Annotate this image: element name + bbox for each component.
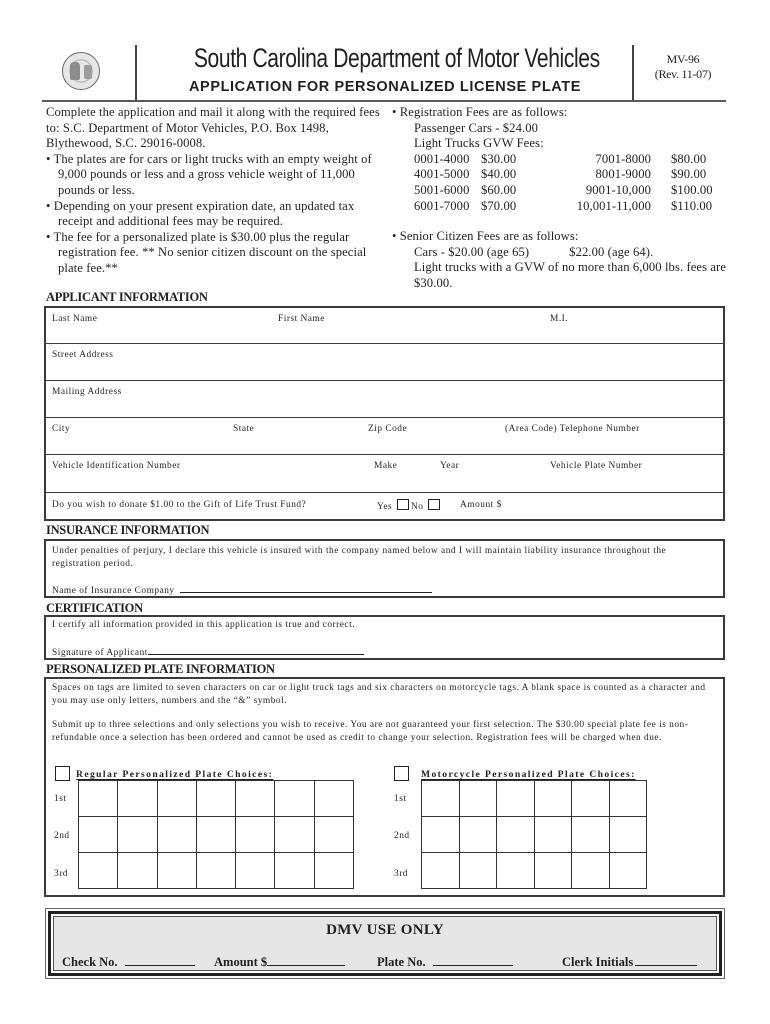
- insurance-box: [44, 539, 725, 598]
- choice-label: 1st: [394, 794, 407, 804]
- insurance-company-field[interactable]: [180, 582, 432, 593]
- plate-character-cell[interactable]: [609, 853, 647, 889]
- donation-amount-label: Amount $: [460, 500, 502, 510]
- yes-label: Yes: [377, 502, 393, 512]
- plate-character-cell[interactable]: [497, 853, 535, 889]
- dmv-amount-field[interactable]: [267, 955, 345, 966]
- first-name-label: First Name: [278, 314, 325, 324]
- dmv-use-title: DMV USE ONLY: [326, 922, 444, 938]
- gvw-fee: $30.00: [481, 151, 517, 166]
- plate-character-cell[interactable]: [534, 781, 572, 817]
- certification-box: [44, 615, 725, 660]
- plate-character-cell[interactable]: [572, 781, 610, 817]
- plate-character-cell[interactable]: [118, 781, 157, 817]
- plate-character-cell[interactable]: [275, 817, 314, 853]
- plate-character-cell[interactable]: [275, 781, 314, 817]
- plate-character-cell[interactable]: [157, 853, 196, 889]
- motorcycle-plate-title: Motorcycle Personalized Plate Choices:: [421, 769, 636, 780]
- senior-fee-64: $22.00 (age 64).: [569, 244, 654, 259]
- plate-character-cell[interactable]: [79, 781, 118, 817]
- vehicle-info-row[interactable]: [46, 454, 723, 492]
- plate-choice-row: [422, 781, 647, 817]
- choice-label: 3rd: [54, 869, 68, 879]
- clerk-initials-row: [562, 955, 697, 970]
- agency-title: South Carolina Department of Motor Vehicles: [193, 43, 600, 73]
- gvw-fee: $40.00: [481, 167, 517, 182]
- clerk-initials-field[interactable]: [635, 955, 697, 966]
- plate-character-cell[interactable]: [196, 781, 235, 817]
- choice-label: 3rd: [394, 869, 408, 879]
- light-truck-heading: Light Trucks GVW Fees:: [414, 136, 544, 151]
- plate-choice-row: [79, 817, 354, 853]
- fee-row: [392, 199, 732, 215]
- dmv-amount-label: Amount $: [214, 955, 268, 969]
- registration-fees-heading: • Registration Fees are as follows:: [392, 105, 568, 119]
- signature-label: Signature of Applicant: [52, 648, 148, 658]
- gvw-range: 0001-4000: [414, 151, 470, 166]
- signature-row: [52, 644, 364, 658]
- plate-character-cell[interactable]: [572, 817, 610, 853]
- plate-character-cell[interactable]: [118, 817, 157, 853]
- plate-no-field[interactable]: [433, 955, 513, 966]
- choice-label: 1st: [54, 794, 67, 804]
- plate-character-cell[interactable]: [534, 817, 572, 853]
- plate-character-cell[interactable]: [314, 781, 353, 817]
- make-label: Make: [374, 461, 398, 471]
- donate-question: Do you wish to donate $1.00 to the Gift of Life Trust Fund?: [52, 500, 307, 510]
- mail-instructions: Complete the application and mail it along with the required fees to: S.C. Department of Motor Vehicles, P.O. Box 1498, Blythewood, S.C. 29016-0008.: [46, 105, 380, 151]
- plate-character-cell[interactable]: [157, 817, 196, 853]
- plate-character-cell[interactable]: [497, 817, 535, 853]
- check-no-label: Check No.: [62, 955, 118, 969]
- no-label: No: [410, 502, 424, 512]
- applicant-info-box: [44, 306, 725, 521]
- plate-character-cell[interactable]: [459, 853, 497, 889]
- instruction-bullet: • Depending on your present expiration date, an updated tax receipt and additional fees may be required.: [46, 198, 355, 229]
- plate-character-cell[interactable]: [609, 817, 647, 853]
- mailing-address-field[interactable]: [46, 380, 723, 418]
- plate-choice-row: [79, 781, 354, 817]
- fee-row: [392, 167, 732, 183]
- motorcycle-plate-grid: [421, 780, 647, 889]
- insurance-section-title: INSURANCE INFORMATION: [46, 523, 210, 537]
- gvw-fee: $90.00: [671, 167, 707, 182]
- name-field[interactable]: [46, 324, 722, 342]
- plate-character-cell[interactable]: [314, 853, 353, 889]
- header-divider: [632, 45, 634, 100]
- form-title: APPLICATION FOR PERSONALIZED LICENSE PLATE: [188, 79, 581, 95]
- mailing-address-label: Mailing Address: [52, 387, 122, 397]
- zip-label: Zip Code: [368, 424, 408, 434]
- certification-section-title: CERTIFICATION: [46, 601, 143, 615]
- plate-character-cell[interactable]: [422, 781, 460, 817]
- plate-character-cell[interactable]: [79, 817, 118, 853]
- plate-no-label: Plate No.: [377, 955, 426, 969]
- street-address-field[interactable]: [46, 343, 723, 381]
- plate-character-cell[interactable]: [497, 781, 535, 817]
- yes-checkbox[interactable]: [397, 499, 409, 510]
- insurance-company-row: [52, 582, 432, 596]
- gvw-fee: $80.00: [671, 151, 707, 166]
- check-no-row: [62, 955, 195, 970]
- plate-choice-row: [422, 817, 647, 853]
- plate-info-box: [44, 677, 725, 897]
- plate-character-cell[interactable]: [79, 853, 118, 889]
- header-divider: [135, 45, 137, 100]
- sc-state-seal-icon: [62, 52, 100, 90]
- regular-plate-checkbox[interactable]: [55, 766, 70, 781]
- instruction-bullet: • The fee for a personalized plate is $30.00 plus the regular registration fee. ** No senior citizen discount on the special plate fee.**: [46, 229, 367, 275]
- plate-character-cell[interactable]: [459, 817, 497, 853]
- plate-character-cell[interactable]: [609, 781, 647, 817]
- clerk-initials-label: Clerk Initials: [562, 955, 634, 969]
- plate-submission-text: Submit up to three selections and only selections you wish to receive. You are not guaranteed your first selection. The $30.00 special plate fee is non-refundable once a selection has been ordered and cannot be used as credit to change your selection. Registration fees will be charged when due.: [52, 720, 689, 743]
- senior-fee-65: Cars - $20.00 (age 65): [414, 244, 530, 259]
- gvw-range: 7001-8000: [595, 151, 651, 166]
- plate-no-row: [377, 955, 513, 970]
- plate-rules-text: Spaces on tags are limited to seven characters on car or light truck tags and six characters on motorcycle tags. A blank space is counted as a character and you may use only letters, numbers and the “&” symbol.: [52, 683, 706, 706]
- plate-character-cell[interactable]: [196, 817, 235, 853]
- gvw-range: 10,001-11,000: [576, 198, 651, 213]
- gvw-range: 9001-10,000: [585, 182, 651, 197]
- regular-plate-grid: [78, 780, 354, 889]
- plate-character-cell[interactable]: [534, 853, 572, 889]
- plate-character-cell[interactable]: [572, 853, 610, 889]
- form-number: MV-96: [666, 52, 700, 66]
- regular-plate-title: Regular Personalized Plate Choices:: [76, 769, 274, 780]
- plate-character-cell[interactable]: [275, 853, 314, 889]
- plate-character-cell[interactable]: [118, 853, 157, 889]
- plate-character-cell[interactable]: [422, 817, 460, 853]
- no-checkbox[interactable]: [428, 499, 440, 510]
- choice-label: 2nd: [394, 831, 410, 841]
- fee-row: [392, 183, 732, 199]
- check-no-field[interactable]: [125, 955, 195, 966]
- city-label: City: [52, 424, 71, 434]
- passenger-car-fee: Passenger Cars - $24.00: [414, 120, 539, 135]
- form-revision: (Rev. 11-07): [654, 67, 712, 81]
- phone-label: (Area Code) Telephone Number: [505, 424, 640, 434]
- last-name-label: Last Name: [52, 314, 98, 324]
- plate-character-cell[interactable]: [236, 781, 275, 817]
- city-state-zip-phone-row[interactable]: [46, 417, 723, 455]
- fee-row: [392, 152, 732, 168]
- amount-row: [214, 955, 345, 970]
- insurance-company-label: Name of Insurance Company: [52, 586, 175, 596]
- donate-options: [377, 499, 442, 512]
- insurance-declaration: Under penalties of perjury, I declare this vehicle is insured with the company named below and I will maintain liability insurance throughout the registration period.: [52, 546, 667, 569]
- street-address-label: Street Address: [52, 350, 114, 360]
- certification-statement: I certify all information provided in this application is true and correct.: [52, 620, 356, 630]
- plate-character-cell[interactable]: [236, 817, 275, 853]
- gvw-fee: $60.00: [481, 182, 517, 197]
- dmv-use-box: [45, 908, 725, 979]
- header-rule: [42, 100, 726, 102]
- state-label: State: [233, 424, 255, 434]
- instruction-bullet: • The plates are for cars or light trucks with an empty weight of 9,000 pounds or less and a gross vehicle weight of 11,000 pounds or less.: [46, 151, 372, 197]
- plate-character-cell[interactable]: [236, 853, 275, 889]
- gvw-range: 8001-9000: [595, 167, 651, 182]
- senior-truck-fee: Light trucks with a GVW of no more than 6,000 lbs. fees are $30.00.: [414, 260, 727, 290]
- fee-schedule: [392, 105, 732, 292]
- senior-fees-heading: • Senior Citizen Fees are as follows:: [392, 229, 579, 244]
- year-label: Year: [440, 461, 460, 471]
- signature-field[interactable]: [148, 644, 364, 655]
- gvw-fee: $100.00: [671, 182, 713, 197]
- donation-row: [46, 492, 723, 519]
- vin-label: Vehicle Identification Number: [52, 461, 181, 471]
- applicant-section-title: APPLICANT INFORMATION: [46, 290, 208, 304]
- choice-label: 2nd: [54, 831, 70, 841]
- gvw-fee: $70.00: [481, 198, 517, 213]
- mi-label: M.I.: [550, 314, 569, 324]
- gvw-range: 4001-5000: [414, 167, 470, 182]
- motorcycle-plate-checkbox[interactable]: [394, 766, 409, 781]
- plate-character-cell[interactable]: [157, 781, 196, 817]
- gvw-range: 5001-6000: [414, 182, 470, 197]
- instructions: [46, 105, 386, 277]
- plate-character-cell[interactable]: [196, 853, 235, 889]
- form-number-block: [640, 52, 726, 82]
- plate-choice-row: [79, 853, 354, 889]
- gvw-fee: $110.00: [671, 198, 713, 213]
- plate-character-cell[interactable]: [422, 853, 460, 889]
- vehicle-plate-label: Vehicle Plate Number: [550, 461, 643, 471]
- senior-car-fees: [392, 245, 732, 261]
- plate-character-cell[interactable]: [314, 817, 353, 853]
- plate-character-cell[interactable]: [459, 781, 497, 817]
- plate-section-title: PERSONALIZED PLATE INFORMATION: [46, 662, 275, 676]
- plate-choice-row: [422, 853, 647, 889]
- gvw-range: 6001-7000: [414, 198, 470, 213]
